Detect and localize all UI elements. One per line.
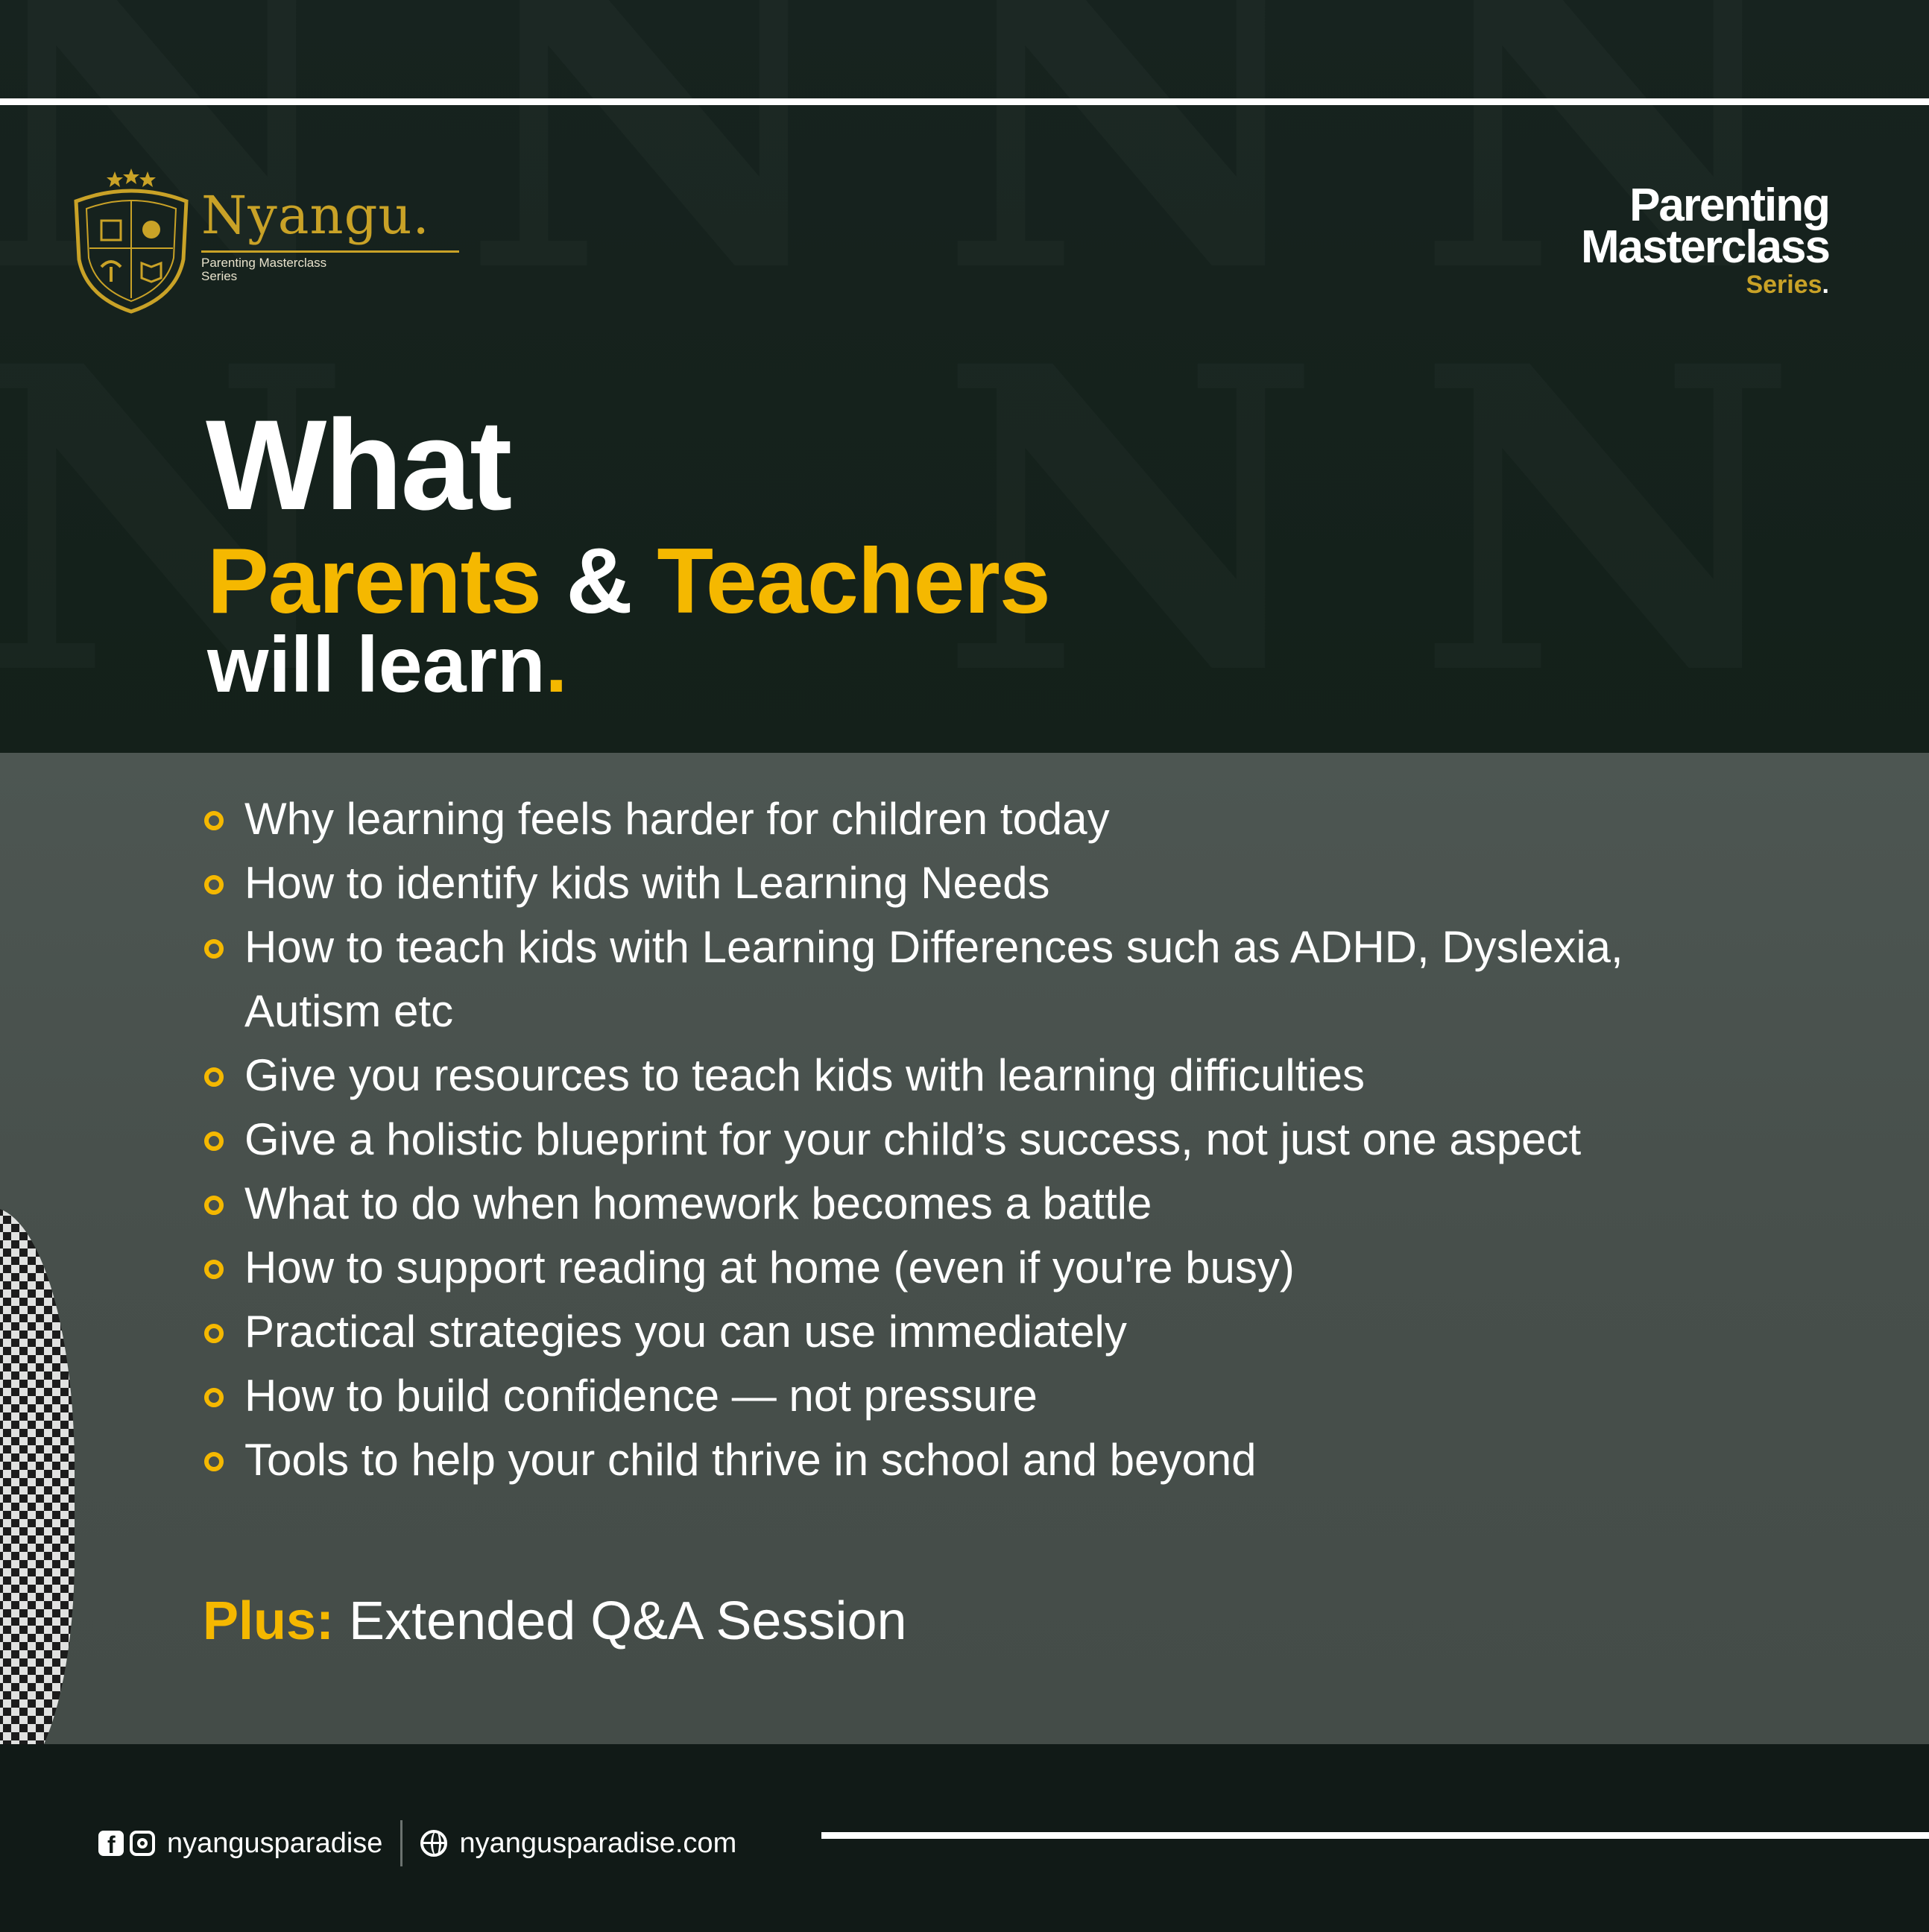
footer-separator (400, 1820, 402, 1866)
watermark (462, 0, 844, 328)
plus-line (203, 1588, 907, 1655)
brand-underline (201, 250, 459, 253)
headline-parents: Parents (207, 530, 541, 633)
series-badge-line2: Masterclass (1580, 221, 1829, 273)
series-badge-line1: Parenting (1629, 180, 1829, 231)
bullet-icon (204, 1260, 224, 1279)
list-item: How to build confidence — not pressure (201, 1364, 1692, 1428)
website-link[interactable]: nyangusparadise.com (459, 1827, 737, 1859)
watermark (1416, 313, 1798, 730)
list-item: Give you resources to teach kids with learning difficulties (201, 1044, 1692, 1108)
list-item: Why learning feels harder for children today (201, 787, 1692, 851)
brand-logo (72, 162, 430, 319)
series-badge (1580, 180, 1829, 300)
series-badge-line3: Series. (1746, 271, 1829, 299)
list-item: Give a holistic blueprint for your child’s success, not just one aspect (201, 1108, 1692, 1172)
instagram-icon[interactable] (130, 1831, 155, 1856)
headline-audience (207, 531, 1050, 632)
bullet-icon (204, 1067, 224, 1087)
plus-text: Extended Q&A Session (349, 1591, 907, 1651)
footer-contacts (98, 1820, 736, 1866)
brand-subtitle: Parenting Masterclass Series (201, 256, 327, 283)
headline-will-learn: will learn. (207, 621, 568, 709)
brand-name: Nyangu. (201, 185, 430, 246)
bullet-icon (204, 939, 224, 959)
list-item: Tools to help your child thrive in school and beyond (201, 1428, 1692, 1492)
headline-teachers: Teachers (657, 530, 1050, 633)
headline-amp: & (566, 530, 632, 633)
bullet-icon (204, 1452, 224, 1471)
learning-list (201, 787, 1692, 1492)
headline-what: What (206, 394, 511, 537)
list-item: What to do when homework becomes a battle (201, 1172, 1692, 1236)
bullet-icon (204, 1324, 224, 1343)
list-item: Practical strategies you can use immediately (201, 1300, 1692, 1364)
list-item: How to identify kids with Learning Needs (201, 851, 1692, 915)
plus-label: Plus: (203, 1591, 335, 1651)
globe-icon (420, 1830, 447, 1857)
list-item: How to teach kids with Learning Differences such as ADHD, Dyslexia, Autism etc (201, 915, 1692, 1044)
bullet-icon (204, 1196, 224, 1215)
bullet-icon (204, 875, 224, 894)
crest-icon (72, 162, 191, 319)
bullet-icon (204, 811, 224, 830)
watermark (939, 313, 1321, 730)
social-handle[interactable]: nyangusparadise (167, 1827, 383, 1859)
bottom-divider (821, 1832, 1929, 1839)
facebook-icon[interactable]: f (98, 1831, 124, 1856)
top-divider (0, 98, 1929, 105)
bullet-icon (204, 1131, 224, 1151)
list-item: How to support reading at home (even if you're busy) (201, 1236, 1692, 1300)
bullet-icon (204, 1388, 224, 1407)
